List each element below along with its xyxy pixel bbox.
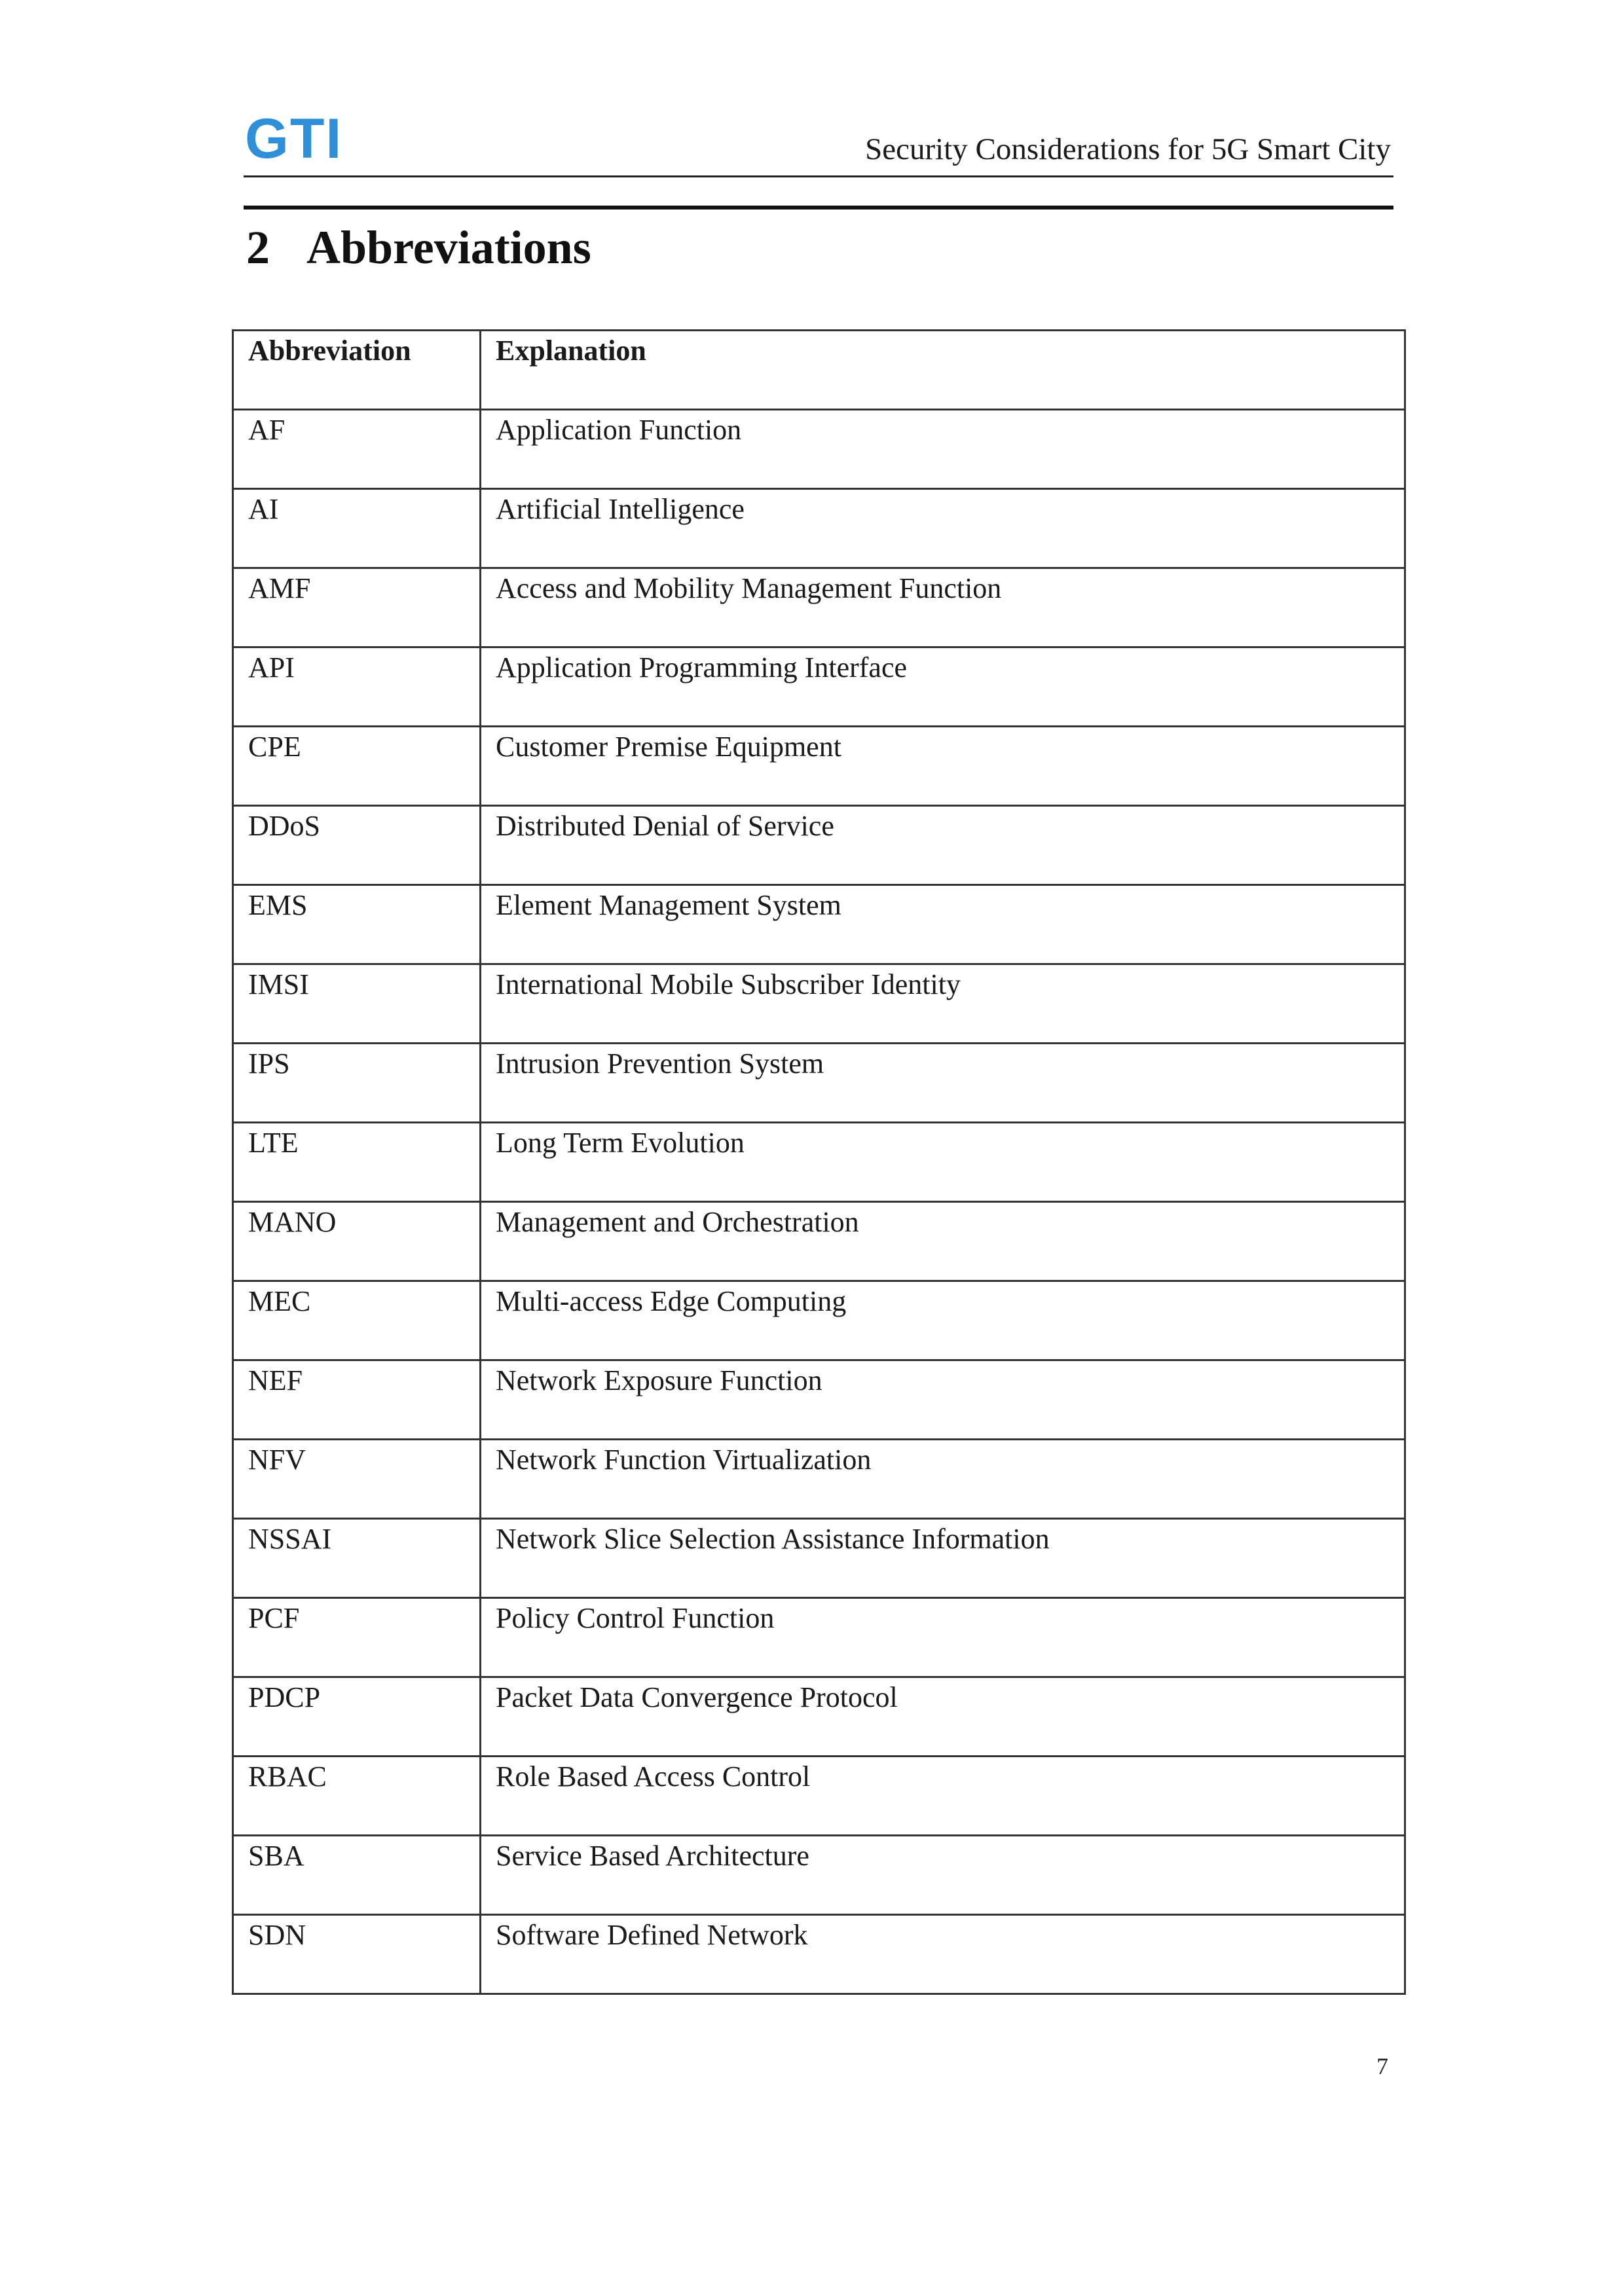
abbreviation-cell: PDCP: [233, 1677, 481, 1757]
column-header-explanation: Explanation: [481, 331, 1405, 410]
explanation-cell: Policy Control Function: [481, 1598, 1405, 1677]
abbreviation-cell: AF: [233, 410, 481, 489]
table-row: [233, 727, 1405, 806]
abbreviation-cell: LTE: [233, 1123, 481, 1202]
table-row: [233, 410, 1405, 489]
explanation-cell: Intrusion Prevention System: [481, 1044, 1405, 1123]
explanation-cell: Service Based Architecture: [481, 1836, 1405, 1915]
abbreviation-cell: CPE: [233, 727, 481, 806]
explanation-cell: Role Based Access Control: [481, 1757, 1405, 1836]
gti-logo: GTI: [245, 107, 343, 170]
explanation-cell: Long Term Evolution: [481, 1123, 1405, 1202]
abbreviations-table: [232, 329, 1406, 1995]
explanation-cell: Application Programming Interface: [481, 647, 1405, 727]
abbreviation-cell: IPS: [233, 1044, 481, 1123]
abbreviation-cell: EMS: [233, 885, 481, 964]
table-row: [233, 647, 1405, 727]
explanation-cell: Multi-access Edge Computing: [481, 1281, 1405, 1360]
abbreviation-cell: IMSI: [233, 964, 481, 1044]
explanation-cell: Packet Data Convergence Protocol: [481, 1677, 1405, 1757]
table-header-row: [233, 331, 1405, 410]
explanation-cell: Access and Mobility Management Function: [481, 568, 1405, 647]
explanation-cell: Element Management System: [481, 885, 1405, 964]
explanation-cell: International Mobile Subscriber Identity: [481, 964, 1405, 1044]
abbreviation-cell: NEF: [233, 1360, 481, 1440]
section-heading: [246, 215, 591, 280]
table-body: [233, 410, 1405, 1994]
column-header-abbreviation: Abbreviation: [233, 331, 481, 410]
abbreviation-cell: MANO: [233, 1202, 481, 1281]
section-number: 2: [246, 221, 270, 274]
explanation-cell: Distributed Denial of Service: [481, 806, 1405, 885]
abbreviation-cell: SBA: [233, 1836, 481, 1915]
abbreviation-cell: NSSAI: [233, 1519, 481, 1598]
explanation-cell: Artificial Intelligence: [481, 489, 1405, 568]
table-row: [233, 1440, 1405, 1519]
table-row: [233, 1598, 1405, 1677]
page-number: 7: [1376, 2053, 1388, 2079]
abbreviation-cell: AMF: [233, 568, 481, 647]
table-row: [233, 806, 1405, 885]
abbreviation-cell: DDoS: [233, 806, 481, 885]
table-row: [233, 568, 1405, 647]
table-row: [233, 1519, 1405, 1598]
table-row: [233, 1281, 1405, 1360]
header-divider: [244, 175, 1393, 177]
abbreviation-cell: AI: [233, 489, 481, 568]
header-divider-thick: [244, 206, 1393, 210]
table-row: [233, 1202, 1405, 1281]
abbreviation-cell: SDN: [233, 1915, 481, 1994]
abbreviation-cell: API: [233, 647, 481, 727]
table-row: [233, 489, 1405, 568]
abbreviation-cell: RBAC: [233, 1757, 481, 1836]
explanation-cell: Customer Premise Equipment: [481, 727, 1405, 806]
explanation-cell: Application Function: [481, 410, 1405, 489]
running-title: Security Considerations for 5G Smart City: [865, 132, 1391, 166]
table-row: [233, 1677, 1405, 1757]
table-row: [233, 885, 1405, 964]
table-row: [233, 1915, 1405, 1994]
explanation-cell: Management and Orchestration: [481, 1202, 1405, 1281]
explanation-cell: Software Defined Network: [481, 1915, 1405, 1994]
explanation-cell: Network Slice Selection Assistance Information: [481, 1519, 1405, 1598]
table-row: [233, 1044, 1405, 1123]
explanation-cell: Network Function Virtualization: [481, 1440, 1405, 1519]
abbreviation-cell: MEC: [233, 1281, 481, 1360]
table-row: [233, 964, 1405, 1044]
section-title: Abbreviations: [306, 221, 591, 274]
table-row: [233, 1757, 1405, 1836]
table-row: [233, 1836, 1405, 1915]
explanation-cell: Network Exposure Function: [481, 1360, 1405, 1440]
abbreviation-cell: NFV: [233, 1440, 481, 1519]
abbreviation-cell: PCF: [233, 1598, 481, 1677]
table-row: [233, 1360, 1405, 1440]
table-row: [233, 1123, 1405, 1202]
